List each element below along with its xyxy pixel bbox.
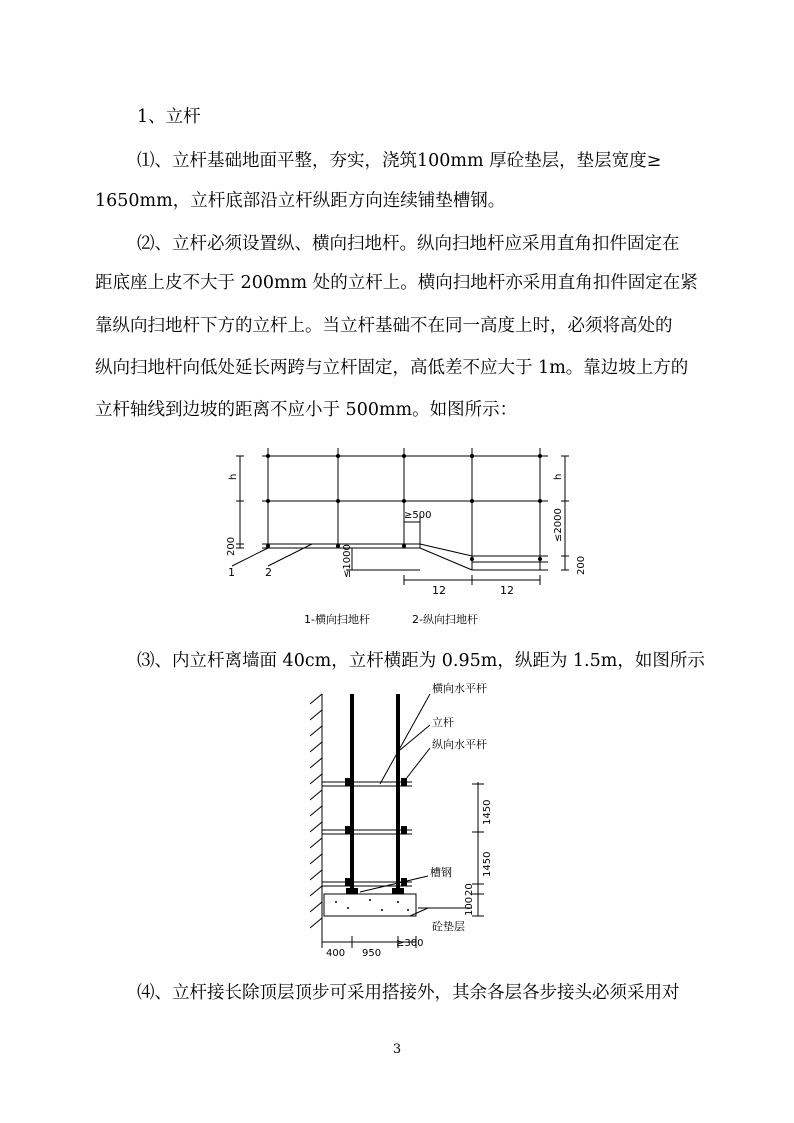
paragraph-2-line-4: 纵向扫地杆向低处延长两跨与立杆固定，高低差不应大于 1m。靠边坡上方的 xyxy=(95,358,689,378)
dim-100: 100 xyxy=(464,896,475,916)
dim-200-left: 200 xyxy=(226,536,237,556)
paragraph-3-line-1: ⑶、内立杆离墙面 40cm，立杆横距为 0.95m，纵距为 1.5m，如图所示 xyxy=(137,651,705,671)
caption-1: 1-横向扫地杆 xyxy=(304,613,370,626)
dim-le2000: ≤2000 xyxy=(553,508,564,542)
label-concrete-layer: 砼垫层 xyxy=(432,920,465,933)
dim-h-left: h xyxy=(228,473,239,480)
sweep-bar-diagram xyxy=(0,430,794,630)
dim-12-a: 12 xyxy=(432,584,446,597)
paragraph-2-line-2: 距底座上皮不大于 200mm 处的立杆上。横向扫地杆亦采用直角扣件固定在紧 xyxy=(95,273,698,293)
paragraph-4-line-1: ⑷、立杆接长除顶层顶步可采用搭接外，其余各层各步接头必须采用对 xyxy=(137,983,680,1003)
leader-1: 1 xyxy=(228,566,235,579)
paragraph-2-line-5: 立杆轴线到边坡的距离不应小于 500mm。如图所示： xyxy=(95,400,518,420)
dim-le1000: ≤1000 xyxy=(342,544,353,578)
dim-ge500: ≥500 xyxy=(404,510,432,521)
wall-elevation-diagram xyxy=(0,680,794,960)
dim-12-b: 12 xyxy=(500,584,514,597)
label-channel-steel: 槽钢 xyxy=(430,866,452,879)
paragraph-2-line-3: 靠纵向扫地杆下方的立杆上。当立杆基础不在同一高度上时，必须将高处的 xyxy=(95,316,673,336)
dim-1450-a: 1450 xyxy=(482,799,493,825)
label-upright: 立杆 xyxy=(432,716,454,729)
dim-ge300: ≥300 xyxy=(396,938,424,949)
dim-1450-b: 1450 xyxy=(482,851,493,877)
section-heading: 1、立杆 xyxy=(137,107,201,127)
dim-950: 950 xyxy=(362,948,382,959)
paragraph-1-line-1: ⑴、立杆基础地面平整，夯实，浇筑100mm 厚砼垫层，垫层宽度≥ xyxy=(137,151,662,171)
dim-400: 400 xyxy=(326,948,346,959)
dim-20: 20 xyxy=(464,883,475,896)
label-transverse-bar: 横向水平杆 xyxy=(432,682,487,695)
paragraph-2-line-1: ⑵、立杆必须设置纵、横向扫地杆。纵向扫地杆应采用直角扣件固定在 xyxy=(137,234,680,254)
paragraph-1-line-2: 1650mm，立杆底部沿立杆纵距方向连续铺垫槽钢。 xyxy=(95,191,506,211)
dim-h-right: h xyxy=(553,473,564,480)
label-longitudinal-bar: 纵向水平杆 xyxy=(432,738,487,751)
page-number: 3 xyxy=(392,1042,402,1057)
dim-200-right: 200 xyxy=(576,555,587,575)
leader-2: 2 xyxy=(265,566,272,579)
caption-2: 2-纵向扫地杆 xyxy=(412,613,478,626)
